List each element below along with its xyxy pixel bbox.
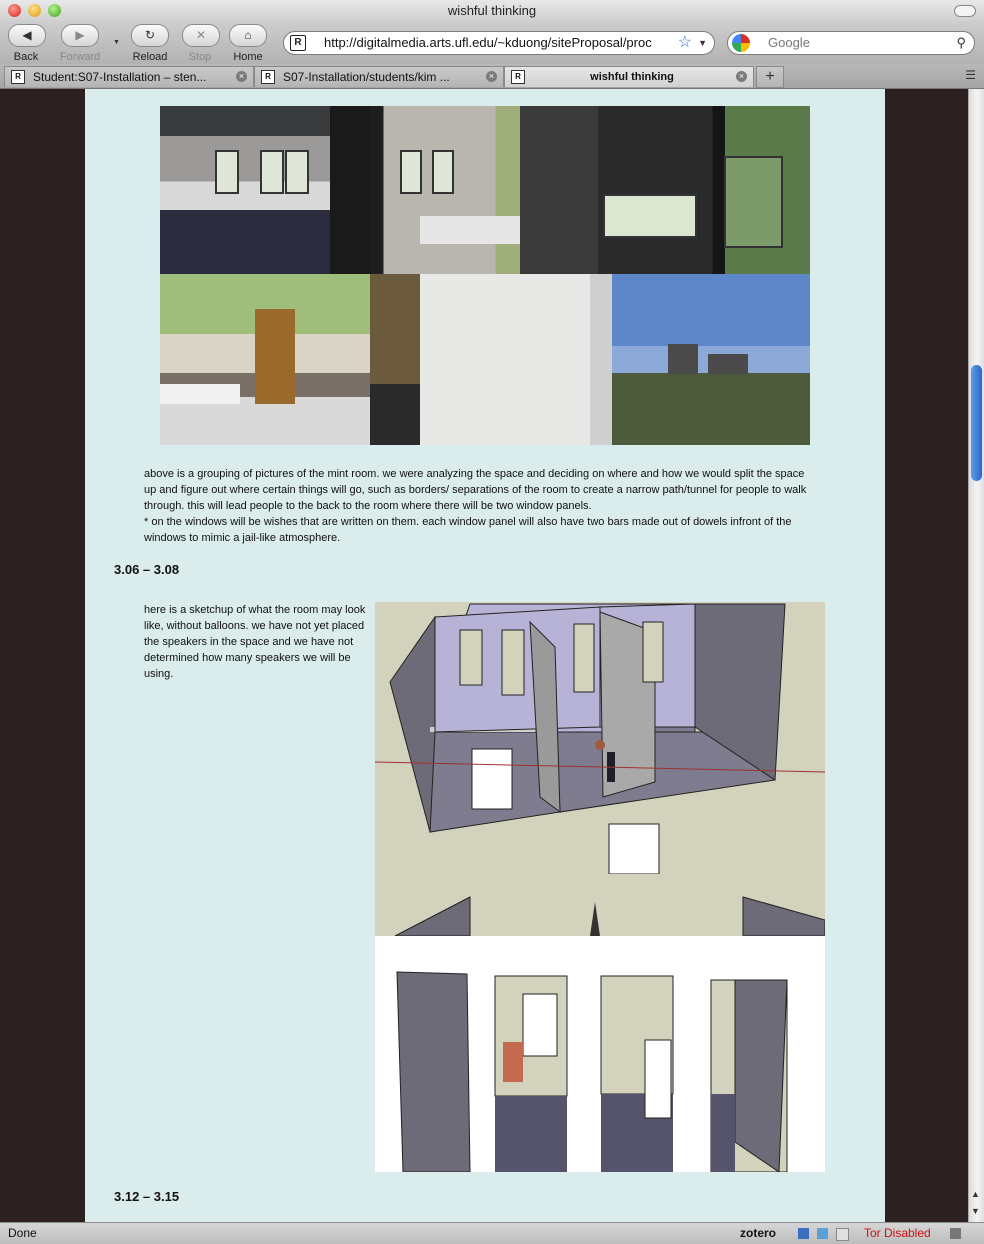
tab-strip xyxy=(0,64,984,89)
search-input[interactable]: Google xyxy=(768,35,810,50)
search-engine-icon[interactable] xyxy=(732,34,750,52)
zotero-button[interactable]: zotero xyxy=(740,1226,776,1240)
status-bar xyxy=(0,1222,984,1244)
window-panel xyxy=(574,624,594,692)
home-button[interactable] xyxy=(229,24,267,63)
front-person xyxy=(503,1042,523,1082)
bookmark-star-icon[interactable]: ☆ xyxy=(677,34,692,51)
scroll-up-arrow-icon[interactable]: ▲ xyxy=(971,1189,980,1199)
sketchup-svg xyxy=(375,602,825,1172)
building-shape xyxy=(668,344,698,374)
photo-caption xyxy=(144,466,814,546)
page-content xyxy=(85,89,885,1222)
window-panel xyxy=(460,630,482,685)
addon-icon[interactable] xyxy=(798,1228,809,1239)
curtain-shape xyxy=(520,106,598,274)
back-arrow-icon: ◀ xyxy=(8,24,46,47)
url-input[interactable]: http://digitalmedia.arts.ufl.edu/~kduong/siteProposal/proc xyxy=(324,35,652,50)
home-icon: ⌂ xyxy=(229,24,267,47)
tab-list-icon[interactable]: ☰ xyxy=(965,68,976,82)
front-wall-3 xyxy=(735,980,787,1172)
caption-paragraph-2: * on the windows will be wishes that are written on them. each window panel will also have two bars made out of dowels infront of the windows to mimic a jail-like atmosphere. xyxy=(144,516,792,544)
scroll-down-arrow-icon[interactable]: ▼ xyxy=(971,1206,980,1216)
site-favicon-icon: R xyxy=(290,35,306,51)
tor-status[interactable]: Tor Disabled xyxy=(864,1226,931,1240)
door-shape xyxy=(255,309,295,404)
resize-grip-icon[interactable] xyxy=(950,1228,961,1239)
sketchup-description: here is a sketchup of what the room may look like, without balloons. we have not yet placed the speakers in the space and we have not determined how many speakers we will be using. xyxy=(144,604,366,680)
history-dropdown-icon[interactable]: ▼ xyxy=(113,39,120,46)
room-window-shape xyxy=(400,150,422,194)
front-floor-1 xyxy=(495,1096,567,1172)
speaker-pedestal xyxy=(472,749,512,809)
close-window-button[interactable] xyxy=(8,4,21,17)
tab-favicon-icon: R xyxy=(11,70,25,84)
mail-icon[interactable] xyxy=(836,1228,849,1241)
front-pedestal-2 xyxy=(645,1040,671,1118)
room-window-shape xyxy=(724,156,783,248)
magnifier-icon[interactable]: ⚲ xyxy=(956,35,966,50)
stop-icon: ✕ xyxy=(182,24,220,47)
tab-favicon-icon: R xyxy=(261,70,275,84)
stop-button[interactable] xyxy=(182,24,218,63)
new-tab-button[interactable]: + xyxy=(756,66,784,88)
forward-button[interactable] xyxy=(56,24,104,63)
window-panel xyxy=(502,630,524,695)
room-photo-5 xyxy=(370,274,598,445)
back-label: Back xyxy=(13,51,39,63)
room-photo-1 xyxy=(160,106,370,274)
forward-label: Forward xyxy=(59,51,101,63)
section-heading-2: 3.12 – 3.15 xyxy=(114,1189,180,1204)
back-button[interactable] xyxy=(8,24,44,63)
pedestal-front xyxy=(609,824,659,874)
wall-edge-shape xyxy=(598,274,612,445)
scrollbar-thumb[interactable] xyxy=(971,365,982,481)
toolbar-toggle-button[interactable] xyxy=(954,5,976,17)
tab-student-installation[interactable] xyxy=(4,66,254,87)
section-heading-1: 3.06 – 3.08 xyxy=(114,562,180,577)
snowflake-icon[interactable] xyxy=(817,1228,828,1239)
room-window-shape xyxy=(603,194,697,238)
caption-paragraph-1: above is a grouping of pictures of the mint room. we were analyzing the space and deciding on where and how we would split the space up and figure out where certain things will go, such as borders/ separations of the room to create a narrow path/tunnel for people to walk through. this will lead people to the back to the room where there will be two window panels. xyxy=(144,468,807,512)
front-pedestal-1 xyxy=(523,994,557,1056)
tab-installation-students[interactable] xyxy=(254,66,504,87)
building-shape xyxy=(708,354,748,374)
forward-arrow-icon: ▶ xyxy=(61,24,99,47)
window-panel xyxy=(643,622,663,682)
tab-label: S07-Installation/students/kim ... xyxy=(283,70,450,84)
room-window-shape xyxy=(215,150,239,194)
table-shape xyxy=(160,384,240,404)
stop-label: Stop xyxy=(188,51,212,63)
room-photo-2 xyxy=(370,106,598,274)
title-bar xyxy=(0,0,984,22)
person-head xyxy=(595,740,605,750)
page-viewport xyxy=(0,89,968,1222)
reload-label: Reload xyxy=(132,51,168,63)
url-dropdown-icon[interactable]: ▼ xyxy=(698,38,707,48)
status-text: Done xyxy=(8,1226,37,1240)
room-photo-4 xyxy=(160,274,370,445)
address-bar[interactable] xyxy=(283,31,715,55)
room-photo-3 xyxy=(598,106,810,274)
mint-room-photo-collage xyxy=(160,106,810,445)
room-window-shape xyxy=(285,150,309,194)
minimize-window-button[interactable] xyxy=(28,4,41,17)
room-window-shape xyxy=(260,150,284,194)
reload-icon: ↻ xyxy=(131,24,169,47)
reload-button[interactable] xyxy=(131,24,169,63)
sketchup-rendering xyxy=(375,602,825,1172)
curtain-shape xyxy=(330,106,370,274)
pillar-shape xyxy=(590,274,598,445)
vertical-scrollbar[interactable] xyxy=(968,89,984,1222)
tab-favicon-icon: R xyxy=(511,70,525,84)
zoom-window-button[interactable] xyxy=(48,4,61,17)
tab-close-icon[interactable]: × xyxy=(236,71,247,82)
home-label: Home xyxy=(233,51,263,63)
front-floor-3 xyxy=(711,1094,735,1172)
tab-label: wishful thinking xyxy=(590,71,674,83)
window-title: wishful thinking xyxy=(447,3,537,18)
front-wall-1 xyxy=(397,972,470,1172)
tab-close-icon[interactable]: × xyxy=(736,71,747,82)
room-photo-6 xyxy=(598,274,810,445)
tab-label: Student:S07-Installation – sten... xyxy=(33,70,207,84)
search-bar[interactable] xyxy=(727,31,975,55)
tab-close-icon[interactable]: × xyxy=(486,71,497,82)
navigation-toolbar xyxy=(0,22,984,64)
room-window-shape xyxy=(432,150,454,194)
tab-wishful-thinking[interactable] xyxy=(504,66,754,87)
chair-shape xyxy=(370,384,420,445)
